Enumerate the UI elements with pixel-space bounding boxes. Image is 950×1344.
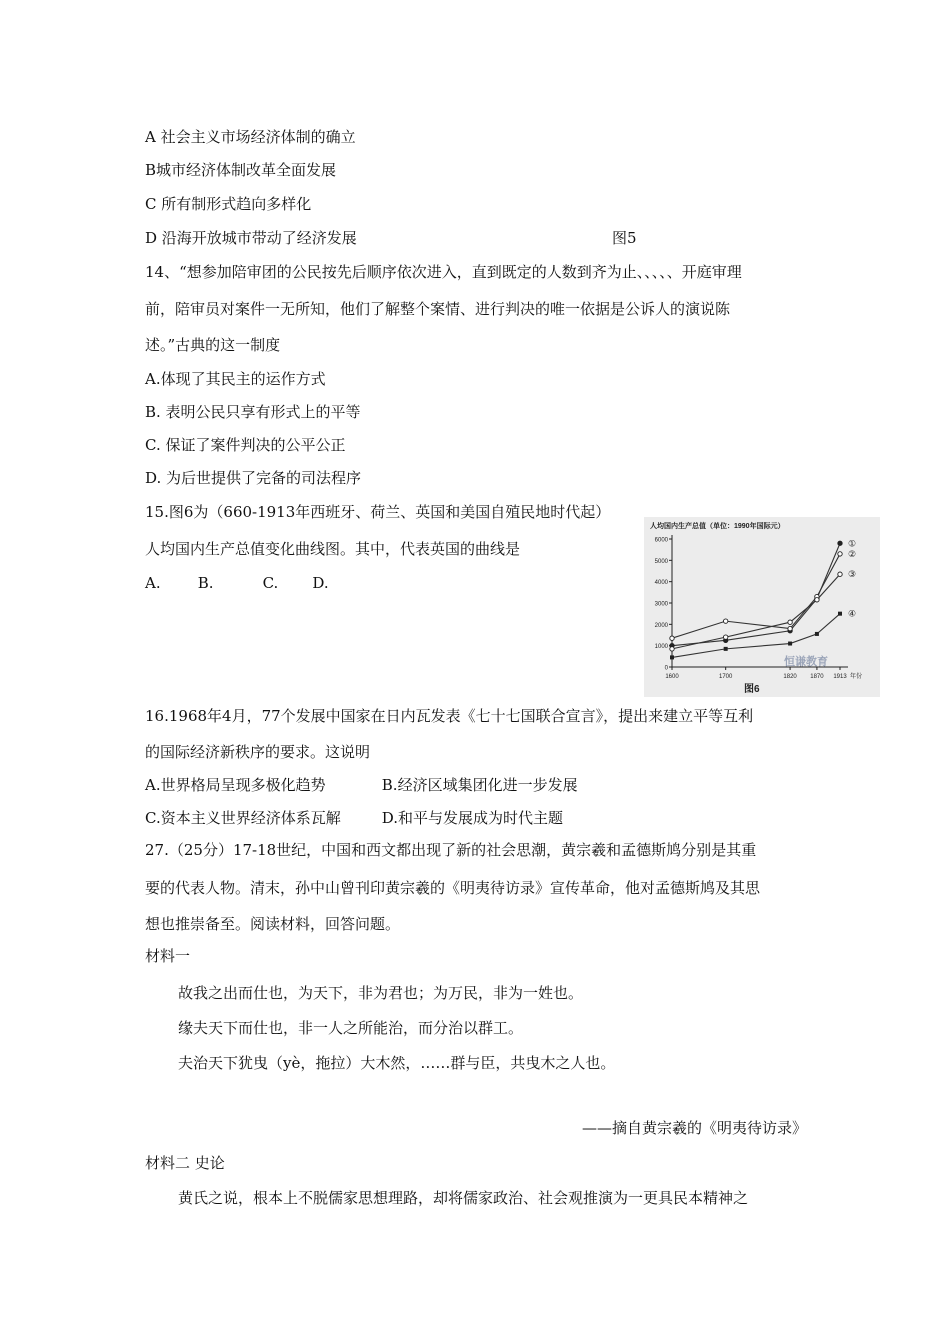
y-tick-label: 5000 <box>654 558 668 565</box>
q13-option-d: D 沿海开放城市带动了经济发展 <box>145 229 357 247</box>
q14-stem-line-1: 14、“想参加陪审团的公民按先后顺序依次进入，直到既定的人数到齐为止、、、、、开庭审理 <box>145 263 742 281</box>
material-1-line-2: 缘夫天下而仕也，非一人之所能治，而分治以群工。 <box>178 1019 524 1037</box>
data-point <box>838 552 842 556</box>
y-tick-label: 6000 <box>654 537 668 544</box>
q16-options-row-1 <box>145 775 578 795</box>
y-tick-label: 3000 <box>654 601 668 608</box>
q14-option-c: C. 保证了案件判决的公平公正 <box>145 436 346 454</box>
q15-option-c: C. <box>262 574 279 592</box>
q13-option-a: A 社会主义市场经济体制的确立 <box>145 128 356 146</box>
data-point <box>788 626 792 630</box>
y-tick-label: 1000 <box>654 644 668 651</box>
q15-options <box>145 573 329 593</box>
q16-option-c: C.资本主义世界经济体系瓦解 <box>145 809 341 827</box>
series-label: ① <box>848 539 857 550</box>
q16-option-d: D.和平与发展成为时代主题 <box>381 809 564 827</box>
material-2-title: 材料二 史论 <box>145 1154 225 1172</box>
q27-stem-line-3: 想也推崇备至。阅读材料，回答问题。 <box>145 915 401 933</box>
q14-option-a: A.体现了其民主的运作方式 <box>145 370 326 388</box>
q14-option-b: B. 表明公民只享有形式上的平等 <box>145 403 361 421</box>
q27-stem-line-2: 要的代表人物。清末，孙中山曾刊印黄宗羲的《明夷待访录》宣传革命，他对孟德斯鸠及其思 <box>145 879 761 897</box>
data-point <box>723 635 727 639</box>
chart-watermark: 恒谦教育 <box>784 656 828 668</box>
y-tick-label: 0 <box>664 665 668 672</box>
material-1-title: 材料一 <box>145 947 191 965</box>
data-point <box>670 636 674 640</box>
data-point <box>838 572 842 576</box>
chart-title: 人均国内生产总值（单位：1990年国际元） <box>650 523 785 530</box>
q15-stem-line-2: 人均国内生产总值变化曲线图。其中，代表英国的曲线是 <box>145 540 521 558</box>
material-1-line-1: 故我之出而仕也，为天下，非为君也；为万民，非为一姓也。 <box>178 984 584 1002</box>
q14-stem-line-3: 述。”古典的这一制度 <box>145 336 281 354</box>
data-point <box>670 655 674 659</box>
q16-option-a: A.世界格局呈现多极化趋势 <box>145 776 326 794</box>
data-point <box>723 619 727 623</box>
figure-5-label: 图5 <box>612 229 637 247</box>
x-tick-label: 1870 <box>810 674 824 680</box>
data-point <box>788 620 792 624</box>
material-2-line-1: 黄氏之说，根本上不脱儒家思想理路，却将儒家政治、社会观推演为一更具民本精神之 <box>178 1189 749 1207</box>
material-1-line-3: 夫治天下犹曳（yè，拖拉）大木然，……群与臣，共曳木之人也。 <box>178 1054 616 1072</box>
y-tick-label: 4000 <box>654 580 668 587</box>
figure-6-chart <box>644 517 880 697</box>
data-point <box>670 647 674 651</box>
q16-stem-line-1: 16.1968年4月，77个发展中国家在日内瓦发表《七十七国联合宣言》，提出来建立平等互利 <box>145 707 754 725</box>
x-tick-label: 1913 <box>833 674 847 680</box>
q15-option-a: A. <box>145 574 161 592</box>
q14-stem-line-2: 前，陪审员对案件一无所知，他们了解整个案情、进行判决的唯一依据是公诉人的演说陈 <box>145 300 731 318</box>
q16-options-row-2 <box>145 808 563 828</box>
q15-option-b: B. <box>197 574 214 592</box>
q13-option-b: B城市经济体制改革全面发展 <box>145 161 337 179</box>
data-point <box>838 541 842 545</box>
data-point <box>838 612 842 616</box>
material-1-source: ——摘自黄宗羲的《明夷待访录》 <box>581 1119 807 1137</box>
q16-option-b: B.经济区域集团化进一步发展 <box>381 776 578 794</box>
data-point <box>788 642 792 646</box>
chart-caption: 图6 <box>744 684 760 695</box>
q15-stem-line-1: 15.图6为（660-1913年西班牙、荷兰、英国和美国自殖民地时代起） <box>145 503 611 521</box>
q13-option-c: C 所有制形式趋向多样化 <box>145 195 312 213</box>
series-line <box>672 574 840 649</box>
data-point <box>815 632 819 636</box>
x-tick-label: 1600 <box>665 674 679 680</box>
series-label: ② <box>848 549 857 560</box>
data-point <box>724 647 728 651</box>
series-label: ③ <box>848 570 857 581</box>
q15-option-d: D. <box>312 574 329 592</box>
q16-stem-line-2: 的国际经济新秩序的要求。这说明 <box>145 743 371 761</box>
x-tick-label: 1700 <box>718 674 733 680</box>
x-tick-label: 1820 <box>783 674 797 680</box>
data-point <box>815 598 819 602</box>
y-tick-label: 2000 <box>654 622 668 629</box>
q27-stem-line-1: 27.（25分）17-18世纪，中国和西文都出现了新的社会思潮，黄宗羲和孟德斯鸠分别是其重 <box>145 841 757 859</box>
x-axis-label: 年份 <box>850 674 863 680</box>
series-label: ④ <box>848 609 857 620</box>
gdp-line-chart <box>644 517 880 697</box>
q14-option-d: D. 为后世提供了完备的司法程序 <box>145 469 362 487</box>
